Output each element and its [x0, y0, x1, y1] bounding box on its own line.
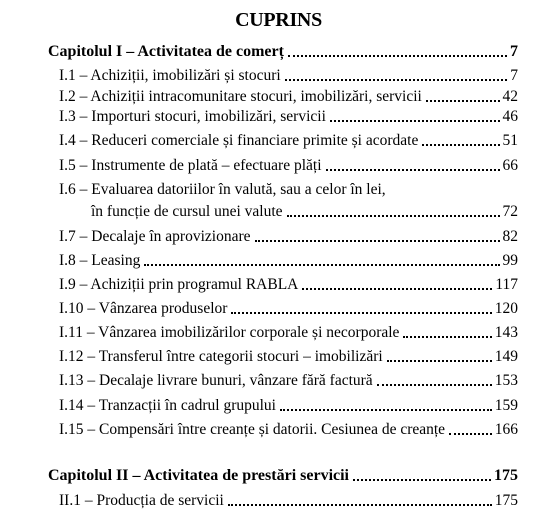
toc-entry[interactable]: [59, 397, 518, 415]
toc-page-number: 7: [510, 43, 518, 60]
toc-entry-label[interactable]: I.6 – Evaluarea datoriilor în valută, sau a celor în lei,: [59, 181, 386, 198]
toc-entry[interactable]: [59, 132, 518, 150]
toc-page-number: 175: [494, 492, 518, 509]
toc-chapter-1[interactable]: [48, 43, 518, 61]
toc-page-number: 117: [495, 276, 518, 293]
leader-dots: [302, 282, 492, 290]
leader-dots: [403, 330, 491, 338]
toc-entry[interactable]: [59, 348, 518, 366]
toc-entry-label: I.12 – Transferul între categorii stocuri – imobilizări: [59, 348, 383, 365]
toc-entry[interactable]: [59, 108, 518, 126]
leader-dots: [255, 234, 500, 242]
toc-page-number: 99: [502, 252, 518, 269]
toc-entry[interactable]: [59, 157, 518, 175]
toc-page-number: 159: [494, 397, 518, 414]
toc-page-number: 143: [494, 324, 518, 341]
toc-chapter-2[interactable]: [48, 467, 518, 485]
toc-entry[interactable]: [59, 421, 518, 439]
leader-dots: [144, 258, 499, 266]
toc-entry[interactable]: [59, 372, 518, 390]
leader-dots: [326, 163, 500, 171]
toc-entry-label: II.1 – Producția de servicii: [59, 492, 224, 509]
toc-page-number: 66: [502, 157, 518, 174]
leader-dots: [231, 306, 491, 314]
leader-dots: [353, 473, 491, 481]
toc-entry[interactable]: [91, 203, 518, 221]
toc-entry-label: I.4 – Reduceri comerciale și financiare primite și acordate: [59, 132, 419, 149]
leader-dots: [422, 138, 499, 146]
toc-entry-label: I.11 – Vânzarea imobilizărilor corporale și necorporale: [59, 324, 400, 341]
toc-page-number: 175: [494, 467, 518, 484]
page-title: CUPRINS: [235, 9, 322, 31]
toc-entry[interactable]: [59, 276, 518, 294]
toc-entry-label: I.8 – Leasing: [59, 252, 141, 269]
leader-dots: [426, 94, 500, 102]
toc-entry-label-continued: în funcție de cursul unei valute: [91, 203, 283, 220]
toc-page-number: 72: [502, 203, 518, 220]
toc-entry[interactable]: [59, 324, 518, 342]
toc-entry-label: I.3 – Importuri stocuri, imobilizări, servicii: [59, 108, 326, 125]
toc-page-number: 153: [494, 372, 518, 389]
toc-page-number: 82: [502, 228, 518, 245]
leader-dots: [387, 354, 492, 362]
toc-entry-label: I.7 – Decalaje în aprovizionare: [59, 228, 251, 245]
toc-entry-label: I.13 – Decalaje livrare bunuri, vânzare fără factură: [59, 372, 373, 389]
toc-entry-label: I.15 – Compensări între creanțe și datorii. Cesiunea de creanțe: [59, 421, 446, 438]
toc-page-number: 42: [502, 88, 518, 105]
toc-page-number: 7: [510, 67, 518, 84]
toc-entry[interactable]: [59, 492, 518, 510]
leader-dots: [288, 49, 507, 57]
leader-dots: [228, 498, 492, 506]
toc-chapter-label: Capitolul I – Activitatea de comerț: [48, 43, 284, 60]
toc-entry-label: I.9 – Achiziții prin programul RABLA: [59, 276, 299, 293]
toc-entry[interactable]: [59, 67, 518, 85]
leader-dots: [330, 114, 500, 122]
leader-dots: [287, 209, 500, 217]
toc-entry[interactable]: [59, 252, 518, 270]
toc-entry-label: I.1 – Achiziții, imobilizări și stocuri: [59, 67, 281, 84]
toc-page-number: 166: [494, 421, 518, 438]
toc-chapter-label: Capitolul II – Activitatea de prestări servicii: [48, 467, 349, 484]
toc-page-number: 46: [502, 108, 518, 125]
leader-dots: [449, 427, 492, 435]
toc-page-number: 149: [494, 348, 518, 365]
toc-page-number: 51: [502, 132, 518, 149]
leader-dots: [377, 378, 492, 386]
toc-entry[interactable]: [59, 300, 518, 318]
toc-entry-label: I.10 – Vânzarea produselor: [59, 300, 228, 317]
toc-entry[interactable]: [59, 228, 518, 246]
toc-entry-label: I.14 – Tranzacții în cadrul grupului: [59, 397, 276, 414]
toc-entry-label: I.5 – Instrumente de plată – efectuare plăți: [59, 157, 322, 174]
leader-dots: [280, 403, 492, 411]
toc-entry[interactable]: [59, 88, 518, 106]
toc-entry-label: I.2 – Achiziții intracomunitare stocuri, imobilizări, servicii: [59, 88, 422, 105]
leader-dots: [285, 73, 508, 81]
toc-page-number: 120: [494, 300, 518, 317]
